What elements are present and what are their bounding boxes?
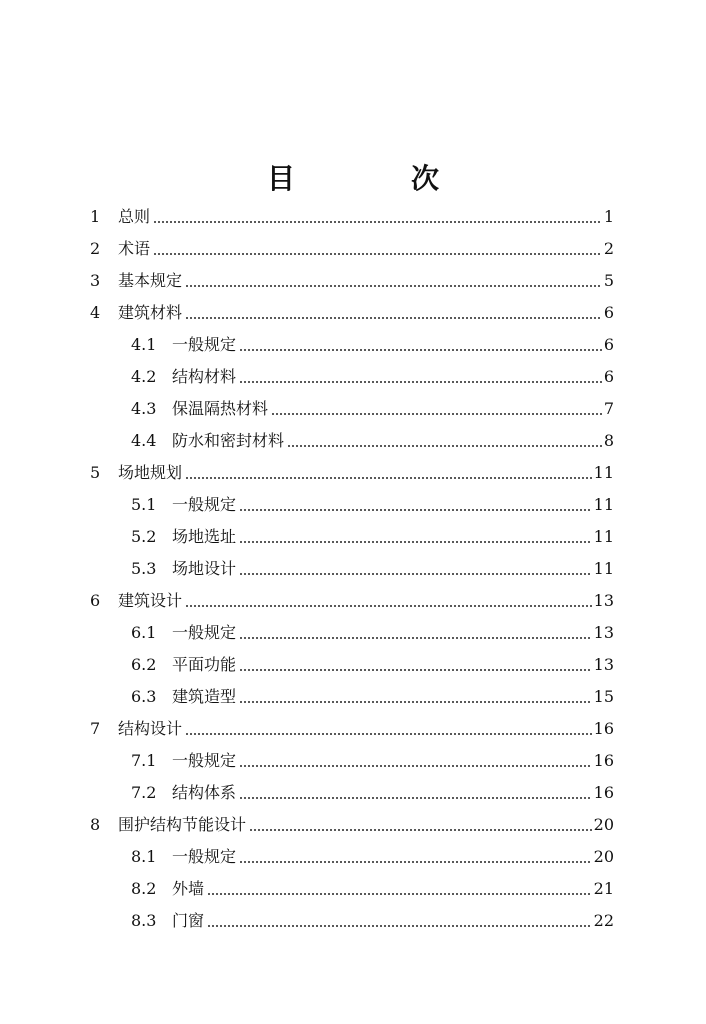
toc-entry-number: 5.1 <box>131 495 157 514</box>
toc-entry-page-number: 20 <box>593 847 614 866</box>
toc-entry-number: 6 <box>90 591 101 610</box>
toc-entry-page-number: 6 <box>603 367 614 386</box>
toc-entry-number: 7 <box>90 719 101 738</box>
toc-entry-page-number: 11 <box>593 527 614 546</box>
toc-entry-label: 围护结构节能设计 <box>118 815 247 834</box>
toc-entry-number: 4.1 <box>131 335 157 354</box>
toc-dot-leader <box>185 317 602 319</box>
toc-dot-leader <box>185 733 592 735</box>
toc-entry-label: 门窗 <box>172 911 205 930</box>
toc-entry-page-number: 8 <box>603 431 614 450</box>
toc-entry-number: 8.2 <box>131 879 157 898</box>
toc-entry-page-number: 2 <box>603 239 614 258</box>
toc-dot-leader <box>287 445 602 447</box>
toc-dot-leader <box>207 925 592 927</box>
toc-dot-leader <box>271 413 602 415</box>
toc-dot-leader <box>239 573 592 575</box>
toc-entry-label: 防水和密封材料 <box>172 431 285 450</box>
toc-entry-number: 1 <box>90 207 101 226</box>
toc-entry[interactable] <box>90 458 614 488</box>
toc-entry[interactable] <box>131 842 614 872</box>
toc-dot-leader <box>239 797 592 799</box>
toc-entry-label: 平面功能 <box>172 655 237 674</box>
toc-entry-page-number: 16 <box>593 719 614 738</box>
toc-entry-label: 建筑材料 <box>118 303 183 322</box>
toc-entry-page-number: 22 <box>593 911 614 930</box>
toc-entry-number: 6.3 <box>131 687 157 706</box>
toc-dot-leader <box>239 701 592 703</box>
toc-entry-label: 外墙 <box>172 879 205 898</box>
toc-entry-label: 结构材料 <box>172 367 237 386</box>
toc-entry[interactable] <box>131 650 614 680</box>
toc-entry-label: 一般规定 <box>172 623 237 642</box>
toc-entry[interactable] <box>90 202 614 232</box>
toc-dot-leader <box>153 221 602 223</box>
toc-entry-number: 4.3 <box>131 399 157 418</box>
toc-entry-page-number: 15 <box>593 687 614 706</box>
toc-entry-page-number: 11 <box>593 463 614 482</box>
toc-entry-page-number: 5 <box>603 271 614 290</box>
toc-entry-number: 5 <box>90 463 101 482</box>
toc-entry-label: 一般规定 <box>172 335 237 354</box>
toc-entry[interactable] <box>131 746 614 776</box>
toc-entry-number: 5.3 <box>131 559 157 578</box>
toc-entry-page-number: 6 <box>603 303 614 322</box>
toc-entry-label: 基本规定 <box>118 271 183 290</box>
toc-entry-page-number: 21 <box>593 879 614 898</box>
toc-entry-label: 建筑设计 <box>118 591 183 610</box>
toc-dot-leader <box>239 349 602 351</box>
toc-entry[interactable] <box>131 906 614 936</box>
toc-dot-leader <box>153 253 602 255</box>
toc-dot-leader <box>239 861 592 863</box>
toc-entry-number: 4.4 <box>131 431 157 450</box>
toc-entry[interactable] <box>90 266 614 296</box>
toc-entry-number: 4.2 <box>131 367 157 386</box>
toc-entry-number: 3 <box>90 271 101 290</box>
toc-entry-page-number: 13 <box>593 655 614 674</box>
toc-entry[interactable] <box>90 714 614 744</box>
toc-entry[interactable] <box>131 362 614 392</box>
toc-dot-leader <box>185 477 592 479</box>
toc-entry[interactable] <box>131 618 614 648</box>
toc-entry-page-number: 11 <box>593 495 614 514</box>
toc-entry[interactable] <box>90 298 614 328</box>
toc-entry[interactable] <box>131 522 614 552</box>
toc-entry-label: 场地选址 <box>172 527 237 546</box>
toc-entry-label: 保温隔热材料 <box>172 399 269 418</box>
toc-dot-leader <box>207 893 592 895</box>
toc-entry-number: 7.1 <box>131 751 157 770</box>
toc-entry-number: 8.1 <box>131 847 157 866</box>
toc-entry[interactable] <box>131 330 614 360</box>
toc-entry-number: 2 <box>90 239 101 258</box>
page-title: 目 次 <box>266 161 483 195</box>
toc-dot-leader <box>239 765 592 767</box>
toc-dot-leader <box>249 829 592 831</box>
toc-entry-page-number: 1 <box>603 207 614 226</box>
toc-entry-label: 术语 <box>118 239 151 258</box>
toc-entry-number: 8 <box>90 815 101 834</box>
toc-entry[interactable] <box>131 490 614 520</box>
toc-entry-label: 结构体系 <box>172 783 237 802</box>
toc-entry[interactable] <box>90 810 614 840</box>
toc-dot-leader <box>185 285 602 287</box>
toc-entry[interactable] <box>131 778 614 808</box>
toc-dot-leader <box>239 637 592 639</box>
toc-dot-leader <box>239 381 602 383</box>
toc-entry-page-number: 20 <box>593 815 614 834</box>
toc-entry-number: 5.2 <box>131 527 157 546</box>
toc-entry[interactable] <box>90 586 614 616</box>
toc-entry-label: 建筑造型 <box>172 687 237 706</box>
toc-entry-page-number: 13 <box>593 591 614 610</box>
toc-entry-label: 一般规定 <box>172 847 237 866</box>
toc-dot-leader <box>239 541 592 543</box>
toc-entry[interactable] <box>131 394 614 424</box>
toc-entry-number: 7.2 <box>131 783 157 802</box>
toc-entry-number: 4 <box>90 303 101 322</box>
toc-entry-number: 8.3 <box>131 911 157 930</box>
toc-entry-page-number: 13 <box>593 623 614 642</box>
toc-dot-leader <box>185 605 592 607</box>
toc-entry-number: 6.1 <box>131 623 157 642</box>
toc-dot-leader <box>239 509 592 511</box>
toc-entry[interactable] <box>90 234 614 264</box>
toc-entry-label: 总则 <box>118 207 151 226</box>
toc-entry-number: 6.2 <box>131 655 157 674</box>
toc-entry[interactable] <box>131 874 614 904</box>
toc-entry-label: 结构设计 <box>118 719 183 738</box>
toc-dot-leader <box>239 669 592 671</box>
toc-entry-page-number: 16 <box>593 751 614 770</box>
toc-entry[interactable] <box>131 426 614 456</box>
toc-entry[interactable] <box>131 554 614 584</box>
toc-entry-page-number: 16 <box>593 783 614 802</box>
toc-entry-page-number: 11 <box>593 559 614 578</box>
toc-entry[interactable] <box>131 682 614 712</box>
toc-entry-label: 场地设计 <box>172 559 237 578</box>
toc-entry-label: 一般规定 <box>172 495 237 514</box>
toc-entry-label: 场地规划 <box>118 463 183 482</box>
toc-entry-page-number: 6 <box>603 335 614 354</box>
toc-entry-page-number: 7 <box>603 399 614 418</box>
toc-entry-label: 一般规定 <box>172 751 237 770</box>
